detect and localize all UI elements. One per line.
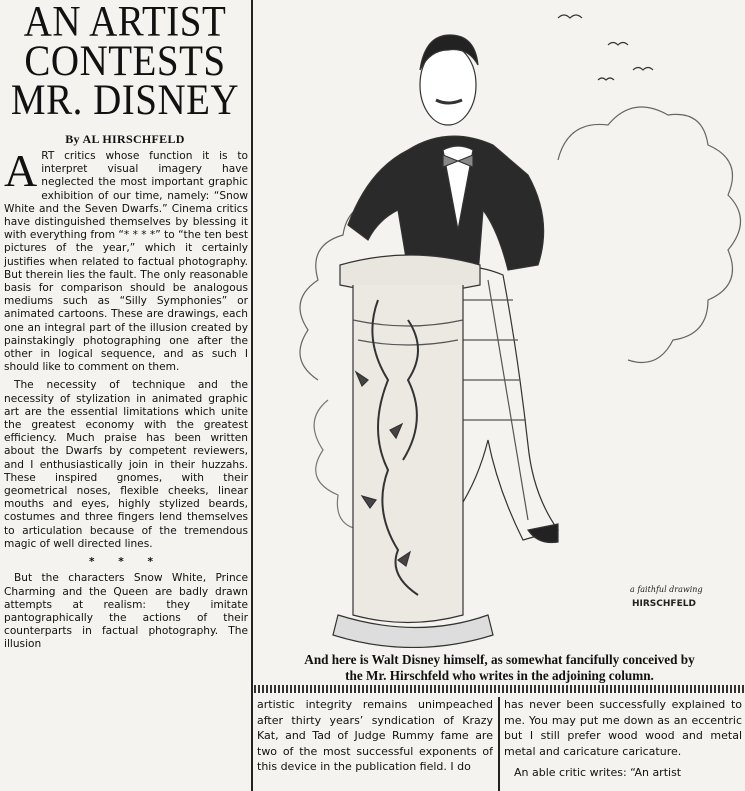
bird-mark bbox=[558, 15, 582, 18]
bird-mark bbox=[608, 43, 628, 46]
caricature-illustration bbox=[258, 0, 745, 648]
headline-line-1: AN ARTIST bbox=[23, 0, 227, 46]
article-right-column bbox=[504, 697, 742, 791]
headline-line-3: MR. DISNEY bbox=[10, 75, 240, 125]
section-separator: * * * bbox=[89, 556, 163, 569]
artist-signature-line-1: a faithful drawing bbox=[630, 585, 703, 594]
byline: By AL HIRSCHFELD bbox=[65, 132, 185, 146]
headline bbox=[2, 0, 248, 125]
drop-cap: A bbox=[4, 145, 38, 196]
bird-mark bbox=[633, 68, 653, 71]
bird-mark bbox=[598, 78, 614, 80]
article-paragraph-3: But the characters Snow White, Prince Charming and the Queen are badly drawn attempts at realism: they imitate pantographically the actions of their counterparts in factual photography. The illusion bbox=[4, 572, 248, 651]
column-rule-vertical-bottom bbox=[498, 697, 500, 791]
artist-signature-line-2: HIRSCHFELD bbox=[632, 599, 696, 609]
illustration-caption bbox=[254, 652, 745, 684]
article-body-left bbox=[4, 145, 248, 657]
article-paragraph-1 bbox=[4, 145, 248, 374]
column-rule-vertical bbox=[251, 0, 253, 791]
caption-line-1: And here is Walt Disney himself, as somewhat fancifully conceived by bbox=[304, 652, 695, 667]
walt-disney-caricature-drawing bbox=[258, 0, 745, 648]
pedestal-column bbox=[353, 285, 463, 623]
headline-line-2: CONTESTS bbox=[24, 36, 226, 85]
left-article-column bbox=[0, 0, 250, 791]
right-column-paragraph-2: An able critic writes: “An artist bbox=[514, 766, 682, 780]
article-middle-column bbox=[257, 697, 493, 791]
caption-line-2: the Mr. Hirschfeld who writes in the adjoining column. bbox=[345, 668, 654, 683]
right-column-paragraph-1: has never been successfully explained to me. You may put me down as an eccentric but I still prefer wood wood and metal metal and caricature caricature. bbox=[504, 698, 742, 758]
paragraph-1-text: RT critics whose function it is to interpret visual imagery have neglected the most important graphic exhibition of our time, namely: “Snow White and the Seven Dwarfs.” Cinema critics have distinguished themselves by blessing it with everything from “* * * *” to “the ten best pictures of the year,” which it certainly justifies when related to factual photography. But therein lies the fault. The only reasonable basis for comparison should be analogous mediums such as “Silly Symphonies” or animated cartoons. These are drawings, each one an integral part of the illusion created by painstakingly photographing one after the other in logical sequence, and as such I should like to comment on them. bbox=[4, 150, 248, 374]
article-paragraph-2: The necessity of technique and the necessity of stylization in animated graphic art are the essential limitations which unite the greatest economy with the greatest efficiency. Much praise has been written about the Dwarfs by competent reviewers, and I enthusiastically join in their huzzahs. These inspired gnomes, with their geometrical noses, flexible cheeks, linear mouths and eyes, highly stylized beards, costumes and three fingers lend themselves to articulation because of the tremendous magic of well directed lines. bbox=[4, 379, 248, 550]
middle-column-text: artistic integrity remains unimpeached after thirty years’ syndication of Krazy Kat, and Tad of Judge Rummy fame are two of the most successful exponents of this device in the publication field. I do bbox=[257, 698, 493, 774]
decorative-rule-band bbox=[254, 685, 745, 693]
